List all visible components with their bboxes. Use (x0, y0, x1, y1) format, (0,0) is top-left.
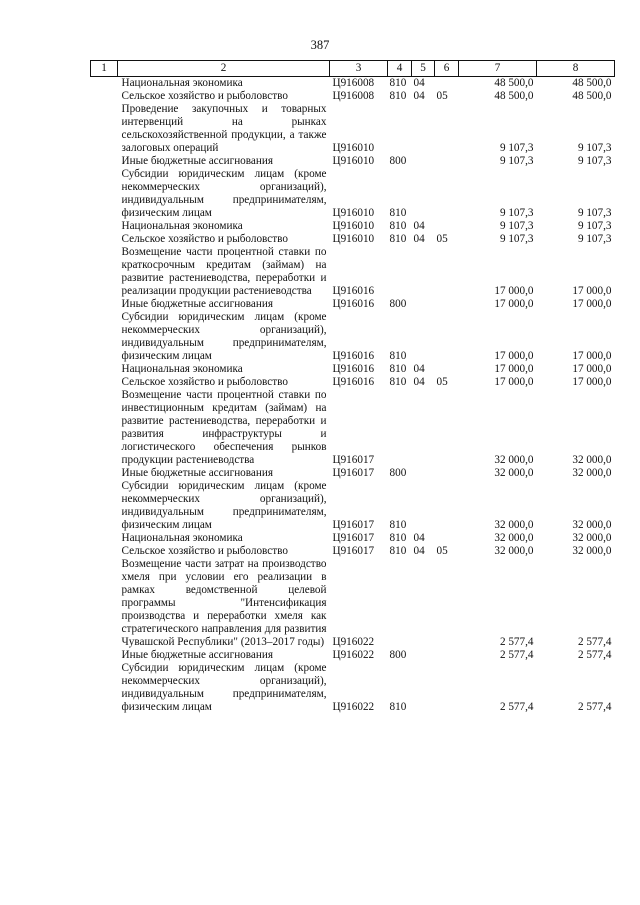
table-row (91, 480, 615, 532)
table-row (91, 545, 615, 558)
item-name-cell: Сельское хозяйство и рыболовство (121, 233, 288, 245)
expense-type-cell (388, 389, 412, 467)
table-row (91, 233, 615, 246)
section-cell: 04 (413, 90, 425, 102)
item-name-cell: Иные бюджетные ассигнования (121, 298, 273, 310)
amount-cell: 9 107,3 (499, 220, 534, 232)
target-code-cell: Ц916017 (332, 545, 375, 557)
section-cell: 04 (413, 376, 425, 388)
expense-type-cell: 810 (389, 545, 407, 557)
subsection-cell: 05 (436, 233, 448, 245)
amount-cell: 48 500,0 (572, 77, 612, 89)
table-row (91, 467, 615, 480)
expense-type-cell: 810 (389, 532, 407, 544)
section-cell (412, 168, 435, 220)
expense-type-cell: 810 (389, 220, 407, 232)
subsection-cell (435, 467, 459, 480)
item-name-cell: Проведение закупочных и товарных интервенций на рынках сельскохозяйственной продукции, а также залоговых операций (121, 103, 327, 154)
section-cell: 04 (413, 220, 425, 232)
item-name-cell: Возмещение части затрат на производство хмеля при условии его реализации в рамках ведомственной целевой программы "Интенсификация производства и переработки хмеля как стратегического направления для развития Чувашской Республики" (2013–2017 годы) (121, 558, 327, 648)
item-name-cell: Национальная экономика (121, 77, 243, 89)
subsection-cell (435, 389, 459, 467)
column-header-5: 5 (412, 61, 435, 77)
expense-type-cell: 800 (389, 467, 407, 479)
expense-type-cell: 800 (389, 298, 407, 310)
target-code-cell: Ц916016 (332, 298, 375, 310)
section-cell (412, 558, 435, 649)
table-row (91, 363, 615, 376)
header-row (91, 61, 615, 77)
amount-cell: 2 577,4 (499, 701, 534, 713)
expense-type-cell: 810 (389, 363, 407, 375)
section-cell (412, 649, 435, 662)
amount-cell: 32 000,0 (494, 454, 534, 466)
column-header-6: 6 (435, 61, 459, 77)
table-row (91, 103, 615, 155)
amount-cell: 17 000,0 (494, 376, 534, 388)
subsection-cell (435, 532, 459, 545)
subsection-cell (435, 77, 459, 91)
column-header-4: 4 (388, 61, 412, 77)
expense-type-cell (388, 558, 412, 649)
table-row (91, 155, 615, 168)
section-cell (412, 480, 435, 532)
subsection-cell: 05 (436, 545, 448, 557)
section-cell: 04 (413, 233, 425, 245)
target-code-cell: Ц916010 (332, 155, 375, 167)
item-name-cell: Субсидии юридическим лицам (кроме некоммерческих организаций), индивидуальным предпринимателям, физическим лицам (121, 168, 327, 219)
row-number-cell (91, 376, 118, 389)
section-cell: 04 (413, 532, 425, 544)
table-row (91, 532, 615, 545)
table-row (91, 376, 615, 389)
item-name-cell: Национальная экономика (121, 220, 243, 232)
amount-cell: 2 577,4 (577, 636, 612, 648)
target-code-cell: Ц916017 (332, 467, 375, 479)
subsection-cell (435, 558, 459, 649)
subsection-cell: 05 (436, 376, 448, 388)
amount-cell: 32 000,0 (572, 545, 612, 557)
amount-cell: 17 000,0 (494, 350, 534, 362)
amount-cell: 32 000,0 (572, 532, 612, 544)
table-row (91, 558, 615, 649)
table-row (91, 220, 615, 233)
subsection-cell (435, 220, 459, 233)
item-name-cell: Субсидии юридическим лицам (кроме некоммерческих организаций), индивидуальным предпринимателям, физическим лицам (121, 480, 327, 531)
amount-cell: 17 000,0 (494, 285, 534, 297)
amount-cell: 32 000,0 (572, 454, 612, 466)
amount-cell: 2 577,4 (499, 636, 534, 648)
target-code-cell: Ц916016 (332, 376, 375, 388)
subsection-cell: 05 (436, 90, 448, 102)
amount-cell: 9 107,3 (577, 207, 612, 219)
subsection-cell (435, 311, 459, 363)
expense-type-cell: 800 (389, 155, 407, 167)
target-code-cell: Ц916017 (332, 454, 375, 466)
item-name-cell: Субсидии юридическим лицам (кроме некоммерческих организаций), индивидуальным предпринимателям, физическим лицам (121, 662, 327, 713)
amount-cell: 48 500,0 (572, 90, 612, 102)
table-row (91, 298, 615, 311)
expense-type-cell: 810 (389, 233, 407, 245)
amount-cell: 17 000,0 (572, 298, 612, 310)
page-number: 387 (310, 38, 330, 52)
row-number-cell (91, 467, 118, 480)
row-number-cell (91, 220, 118, 233)
amount-cell: 9 107,3 (499, 207, 534, 219)
amount-cell: 9 107,3 (499, 233, 534, 245)
section-cell (412, 155, 435, 168)
item-name-cell: Иные бюджетные ассигнования (121, 155, 273, 167)
subsection-cell (435, 246, 459, 298)
row-number-cell (91, 77, 118, 91)
table-row (91, 90, 615, 103)
target-code-cell: Ц916016 (332, 350, 375, 362)
row-number-cell (91, 298, 118, 311)
table-row (91, 311, 615, 363)
row-number-cell (91, 155, 118, 168)
amount-cell: 48 500,0 (494, 90, 534, 102)
column-header-1: 1 (91, 61, 118, 77)
row-number-cell (91, 662, 118, 714)
target-code-cell: Ц916022 (332, 701, 375, 713)
amount-cell: 32 000,0 (494, 467, 534, 479)
target-code-cell: Ц916017 (332, 519, 375, 531)
row-number-cell (91, 389, 118, 467)
row-number-cell (91, 246, 118, 298)
expense-type-cell: 810 (389, 350, 407, 362)
item-name-cell: Национальная экономика (121, 532, 243, 544)
amount-cell: 9 107,3 (499, 155, 534, 167)
table-row (91, 246, 615, 298)
section-cell: 04 (413, 363, 425, 375)
section-cell (412, 389, 435, 467)
budget-table (90, 60, 615, 714)
item-name-cell: Иные бюджетные ассигнования (121, 467, 273, 479)
item-name-cell: Иные бюджетные ассигнования (121, 649, 273, 661)
row-number-cell (91, 233, 118, 246)
amount-cell: 17 000,0 (494, 298, 534, 310)
amount-cell: 32 000,0 (494, 532, 534, 544)
section-cell (412, 662, 435, 714)
target-code-cell: Ц916008 (332, 77, 375, 89)
row-number-cell (91, 90, 118, 103)
table-row (91, 77, 615, 91)
section-cell (412, 246, 435, 298)
amount-cell: 2 577,4 (499, 649, 534, 661)
target-code-cell: Ц916017 (332, 532, 375, 544)
column-header-2: 2 (118, 61, 330, 77)
section-cell (412, 103, 435, 155)
subsection-cell (435, 155, 459, 168)
section-cell: 04 (413, 77, 425, 89)
amount-cell: 17 000,0 (572, 376, 612, 388)
expense-type-cell: 810 (389, 207, 407, 219)
amount-cell: 17 000,0 (572, 363, 612, 375)
subsection-cell (435, 168, 459, 220)
item-name-cell: Возмещение части процентной ставки по инвестиционным кредитам (займам) на развитие растениеводства, переработки и развития инфраструктуры и логистического обеспечения рынков продукции растениеводства (121, 389, 327, 466)
expense-type-cell (388, 246, 412, 298)
section-cell (412, 298, 435, 311)
expense-type-cell: 810 (389, 519, 407, 531)
table-row (91, 389, 615, 467)
expense-type-cell (388, 103, 412, 155)
subsection-cell (435, 298, 459, 311)
row-number-cell (91, 363, 118, 376)
column-header-7: 7 (459, 61, 537, 77)
amount-cell: 32 000,0 (494, 519, 534, 531)
amount-cell: 17 000,0 (572, 350, 612, 362)
target-code-cell: Ц916022 (332, 636, 375, 648)
amount-cell: 17 000,0 (494, 363, 534, 375)
expense-type-cell: 810 (389, 376, 407, 388)
row-number-cell (91, 558, 118, 649)
column-header-3: 3 (330, 61, 388, 77)
target-code-cell: Ц916008 (332, 90, 375, 102)
subsection-cell (435, 649, 459, 662)
table-body (91, 77, 615, 715)
amount-cell: 48 500,0 (494, 77, 534, 89)
row-number-cell (91, 103, 118, 155)
amount-cell: 2 577,4 (577, 649, 612, 661)
expense-type-cell: 810 (389, 77, 407, 89)
amount-cell: 9 107,3 (577, 220, 612, 232)
row-number-cell (91, 480, 118, 532)
row-number-cell (91, 311, 118, 363)
amount-cell: 17 000,0 (572, 285, 612, 297)
subsection-cell (435, 480, 459, 532)
subsection-cell (435, 363, 459, 376)
item-name-cell: Сельское хозяйство и рыболовство (121, 376, 288, 388)
target-code-cell: Ц916010 (332, 207, 375, 219)
expense-type-cell: 810 (389, 90, 407, 102)
target-code-cell: Ц916010 (332, 233, 375, 245)
amount-cell: 9 107,3 (577, 155, 612, 167)
row-number-cell (91, 532, 118, 545)
subsection-cell (435, 662, 459, 714)
table-row (91, 649, 615, 662)
amount-cell: 9 107,3 (577, 142, 612, 154)
target-code-cell: Ц916010 (332, 220, 375, 232)
item-name-cell: Субсидии юридическим лицам (кроме некоммерческих организаций), индивидуальным предпринимателям, физическим лицам (121, 311, 327, 362)
expense-type-cell: 810 (389, 701, 407, 713)
section-cell (412, 467, 435, 480)
amount-cell: 2 577,4 (577, 701, 612, 713)
target-code-cell: Ц916016 (332, 285, 375, 297)
column-header-8: 8 (537, 61, 615, 77)
target-code-cell: Ц916010 (332, 142, 375, 154)
item-name-cell: Возмещение части процентной ставки по краткосрочным кредитам (займам) на развитие растениеводства, переработки и реализации продукции растениеводства (121, 246, 327, 297)
amount-cell: 9 107,3 (499, 142, 534, 154)
item-name-cell: Сельское хозяйство и рыболовство (121, 545, 288, 557)
target-code-cell: Ц916016 (332, 363, 375, 375)
table-row (91, 662, 615, 714)
subsection-cell (435, 103, 459, 155)
item-name-cell: Национальная экономика (121, 363, 243, 375)
section-cell (412, 311, 435, 363)
row-number-cell (91, 168, 118, 220)
amount-cell: 9 107,3 (577, 233, 612, 245)
table-row (91, 168, 615, 220)
amount-cell: 32 000,0 (494, 545, 534, 557)
section-cell: 04 (413, 545, 425, 557)
amount-cell: 32 000,0 (572, 467, 612, 479)
expense-type-cell: 800 (389, 649, 407, 661)
row-number-cell (91, 649, 118, 662)
row-number-cell (91, 545, 118, 558)
target-code-cell: Ц916022 (332, 649, 375, 661)
amount-cell: 32 000,0 (572, 519, 612, 531)
item-name-cell: Сельское хозяйство и рыболовство (121, 90, 288, 102)
